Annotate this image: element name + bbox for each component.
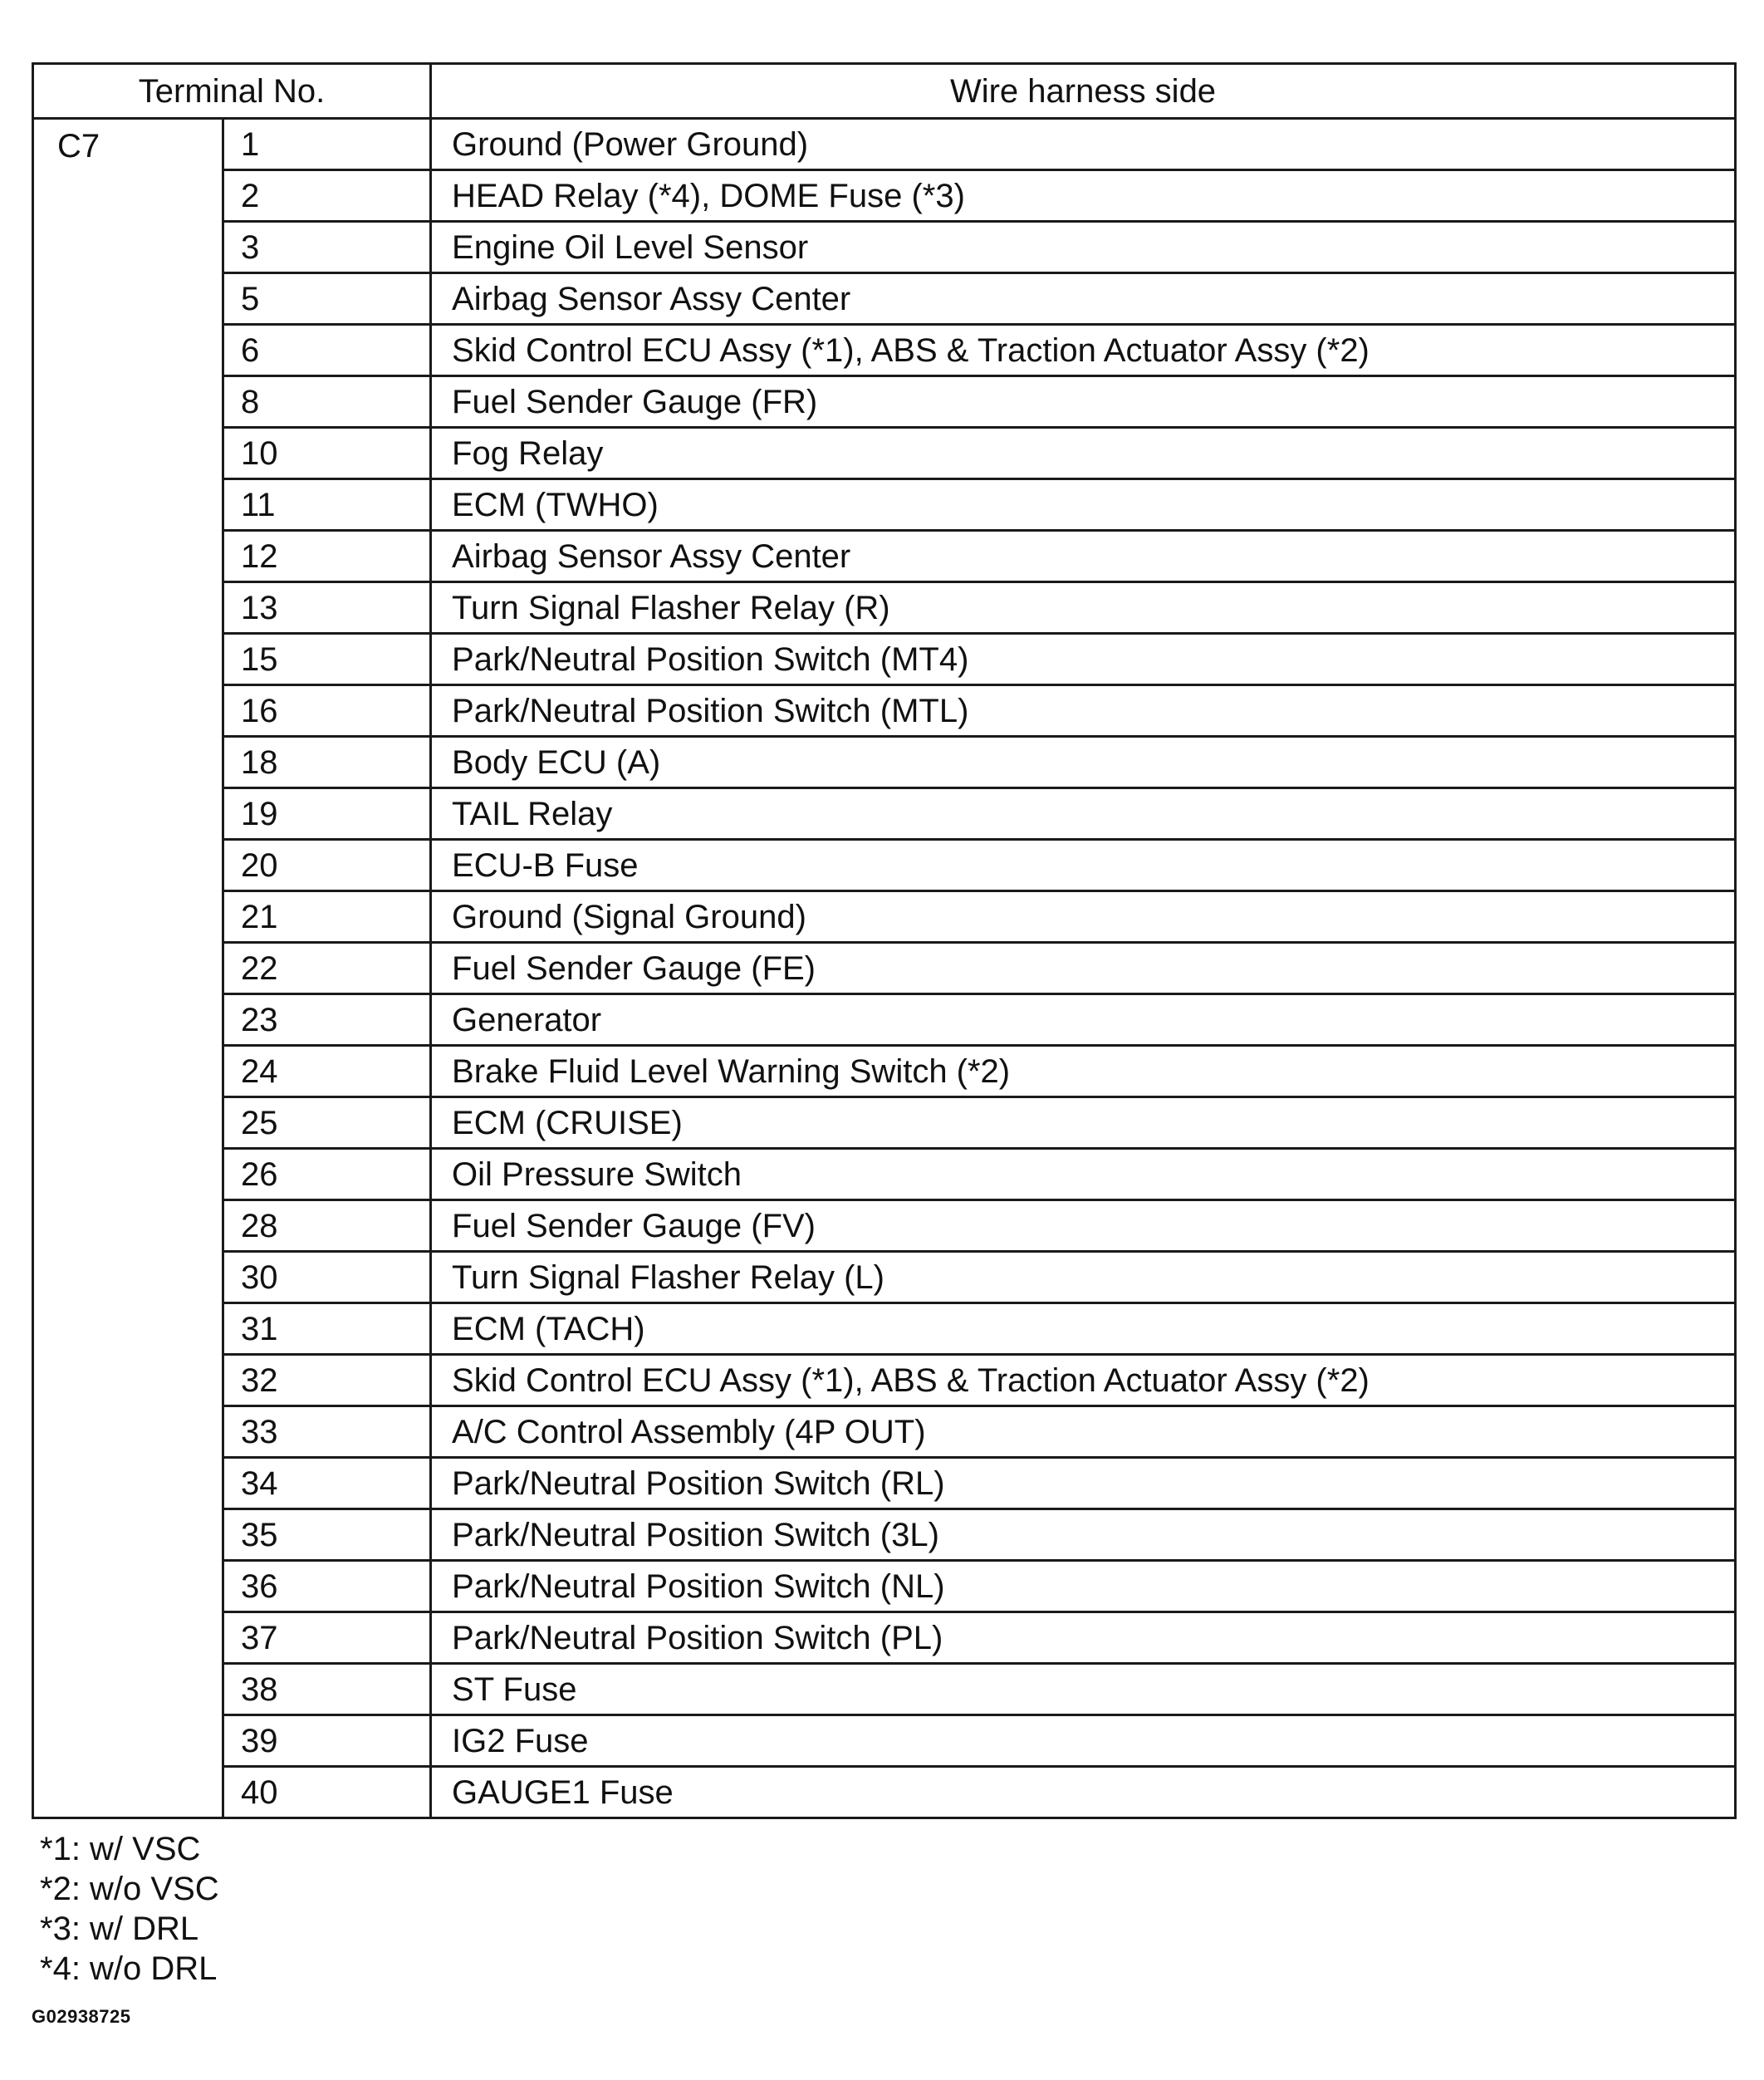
wire-harness-description-cell: Park/Neutral Position Switch (RL) <box>431 1458 1736 1509</box>
terminal-number-cell: 32 <box>223 1355 431 1406</box>
wire-harness-description-cell: Turn Signal Flasher Relay (R) <box>431 582 1736 634</box>
table-row <box>33 479 1736 531</box>
wire-harness-description-cell: ECM (TWHO) <box>431 479 1736 531</box>
table-row <box>33 1355 1736 1406</box>
wire-harness-description-cell: Oil Pressure Switch <box>431 1149 1736 1200</box>
wire-harness-side-header: Wire harness side <box>431 64 1736 119</box>
table-row <box>33 1509 1736 1561</box>
terminal-number-cell: 22 <box>223 943 431 994</box>
wire-harness-description-cell: Park/Neutral Position Switch (3L) <box>431 1509 1736 1561</box>
footnotes <box>40 1829 219 1989</box>
table-row <box>33 891 1736 943</box>
terminal-number-cell: 35 <box>223 1509 431 1561</box>
wire-harness-description-cell: Park/Neutral Position Switch (MT4) <box>431 634 1736 685</box>
terminal-no-header: Terminal No. <box>33 64 431 119</box>
wire-harness-description-cell: Park/Neutral Position Switch (NL) <box>431 1561 1736 1612</box>
table-row <box>33 1612 1736 1664</box>
terminal-number-cell: 16 <box>223 685 431 737</box>
wire-harness-description-cell: Skid Control ECU Assy (*1), ABS & Traction Actuator Assy (*2) <box>431 1355 1736 1406</box>
terminal-number-cell: 40 <box>223 1767 431 1818</box>
wire-harness-description-cell: ST Fuse <box>431 1664 1736 1715</box>
terminal-number-cell: 3 <box>223 222 431 273</box>
wire-harness-description-cell: Fuel Sender Gauge (FV) <box>431 1200 1736 1252</box>
terminal-number-cell: 36 <box>223 1561 431 1612</box>
footnote: *4: w/o DRL <box>40 1950 218 1987</box>
wire-harness-description-cell: Engine Oil Level Sensor <box>431 222 1736 273</box>
terminal-number-cell: 34 <box>223 1458 431 1509</box>
wire-harness-description-cell: Ground (Power Ground) <box>431 119 1736 170</box>
table-row <box>33 222 1736 273</box>
terminal-number-cell: 18 <box>223 737 431 788</box>
terminal-number-cell: 28 <box>223 1200 431 1252</box>
table-row <box>33 1303 1736 1355</box>
terminal-number-cell: 33 <box>223 1406 431 1458</box>
table-row <box>33 170 1736 222</box>
table-row <box>33 119 1736 170</box>
terminal-number-cell: 15 <box>223 634 431 685</box>
wire-harness-description-cell: TAIL Relay <box>431 788 1736 840</box>
table-row <box>33 531 1736 582</box>
wire-harness-description-cell: HEAD Relay (*4), DOME Fuse (*3) <box>431 170 1736 222</box>
wire-harness-description-cell: IG2 Fuse <box>431 1715 1736 1767</box>
table-row <box>33 1200 1736 1252</box>
terminal-number-cell: 13 <box>223 582 431 634</box>
wire-harness-description-cell: Turn Signal Flasher Relay (L) <box>431 1252 1736 1303</box>
wire-harness-description-cell: A/C Control Assembly (4P OUT) <box>431 1406 1736 1458</box>
table-row <box>33 1252 1736 1303</box>
table-row <box>33 685 1736 737</box>
terminal-number-cell: 21 <box>223 891 431 943</box>
wire-harness-description-cell: ECU-B Fuse <box>431 840 1736 891</box>
table-row <box>33 1149 1736 1200</box>
footnote: *1: w/ VSC <box>40 1831 201 1867</box>
terminal-table <box>32 62 1737 1819</box>
table-row <box>33 325 1736 376</box>
terminal-number-cell: 23 <box>223 994 431 1046</box>
terminal-number-cell: 20 <box>223 840 431 891</box>
footnote: *3: w/ DRL <box>40 1911 199 1947</box>
table-row <box>33 582 1736 634</box>
table-header-row <box>33 64 1736 119</box>
terminal-number-cell: 1 <box>223 119 431 170</box>
wire-harness-description-cell: Park/Neutral Position Switch (MTL) <box>431 685 1736 737</box>
table-row <box>33 634 1736 685</box>
table-row <box>33 1406 1736 1458</box>
terminal-number-cell: 25 <box>223 1097 431 1149</box>
terminal-number-cell: 37 <box>223 1612 431 1664</box>
wire-harness-description-cell: GAUGE1 Fuse <box>431 1767 1736 1818</box>
table-row <box>33 1046 1736 1097</box>
wire-harness-description-cell: Brake Fluid Level Warning Switch (*2) <box>431 1046 1736 1097</box>
table-row <box>33 994 1736 1046</box>
terminal-number-cell: 39 <box>223 1715 431 1767</box>
terminal-number-cell: 2 <box>223 170 431 222</box>
terminal-number-cell: 5 <box>223 273 431 325</box>
wire-harness-description-cell: Fuel Sender Gauge (FR) <box>431 376 1736 428</box>
table-row <box>33 1767 1736 1818</box>
document-id: G02938725 <box>32 2006 131 2027</box>
terminal-number-cell: 10 <box>223 428 431 479</box>
wire-harness-description-cell: Generator <box>431 994 1736 1046</box>
wire-harness-description-cell: Skid Control ECU Assy (*1), ABS & Traction Actuator Assy (*2) <box>431 325 1736 376</box>
table-row <box>33 943 1736 994</box>
wire-harness-description-cell: ECM (TACH) <box>431 1303 1736 1355</box>
table-row <box>33 788 1736 840</box>
table-body <box>33 119 1736 1818</box>
wire-harness-description-cell: Airbag Sensor Assy Center <box>431 273 1736 325</box>
wire-harness-description-cell: Airbag Sensor Assy Center <box>431 531 1736 582</box>
wire-harness-description-cell: Fog Relay <box>431 428 1736 479</box>
table-row <box>33 1458 1736 1509</box>
wire-harness-description-cell: Ground (Signal Ground) <box>431 891 1736 943</box>
table-row <box>33 1664 1736 1715</box>
table-row <box>33 1561 1736 1612</box>
terminal-number-cell: 31 <box>223 1303 431 1355</box>
table-row <box>33 376 1736 428</box>
terminal-number-cell: 26 <box>223 1149 431 1200</box>
terminal-number-cell: 8 <box>223 376 431 428</box>
wire-harness-description-cell: Body ECU (A) <box>431 737 1736 788</box>
terminal-number-cell: 38 <box>223 1664 431 1715</box>
terminal-number-cell: 30 <box>223 1252 431 1303</box>
table-row <box>33 1097 1736 1149</box>
wire-harness-description-cell: Park/Neutral Position Switch (PL) <box>431 1612 1736 1664</box>
terminal-number-cell: 24 <box>223 1046 431 1097</box>
terminal-number-cell: 11 <box>223 479 431 531</box>
terminal-number-cell: 12 <box>223 531 431 582</box>
table-row <box>33 840 1736 891</box>
table-row <box>33 273 1736 325</box>
table-row <box>33 737 1736 788</box>
table-row <box>33 428 1736 479</box>
terminal-number-cell: 6 <box>223 325 431 376</box>
table-row <box>33 1715 1736 1767</box>
wire-harness-description-cell: Fuel Sender Gauge (FE) <box>431 943 1736 994</box>
connector-cell: C7 <box>33 119 223 1818</box>
footnote: *2: w/o VSC <box>40 1871 219 1907</box>
wire-harness-description-cell: ECM (CRUISE) <box>431 1097 1736 1149</box>
terminal-number-cell: 19 <box>223 788 431 840</box>
